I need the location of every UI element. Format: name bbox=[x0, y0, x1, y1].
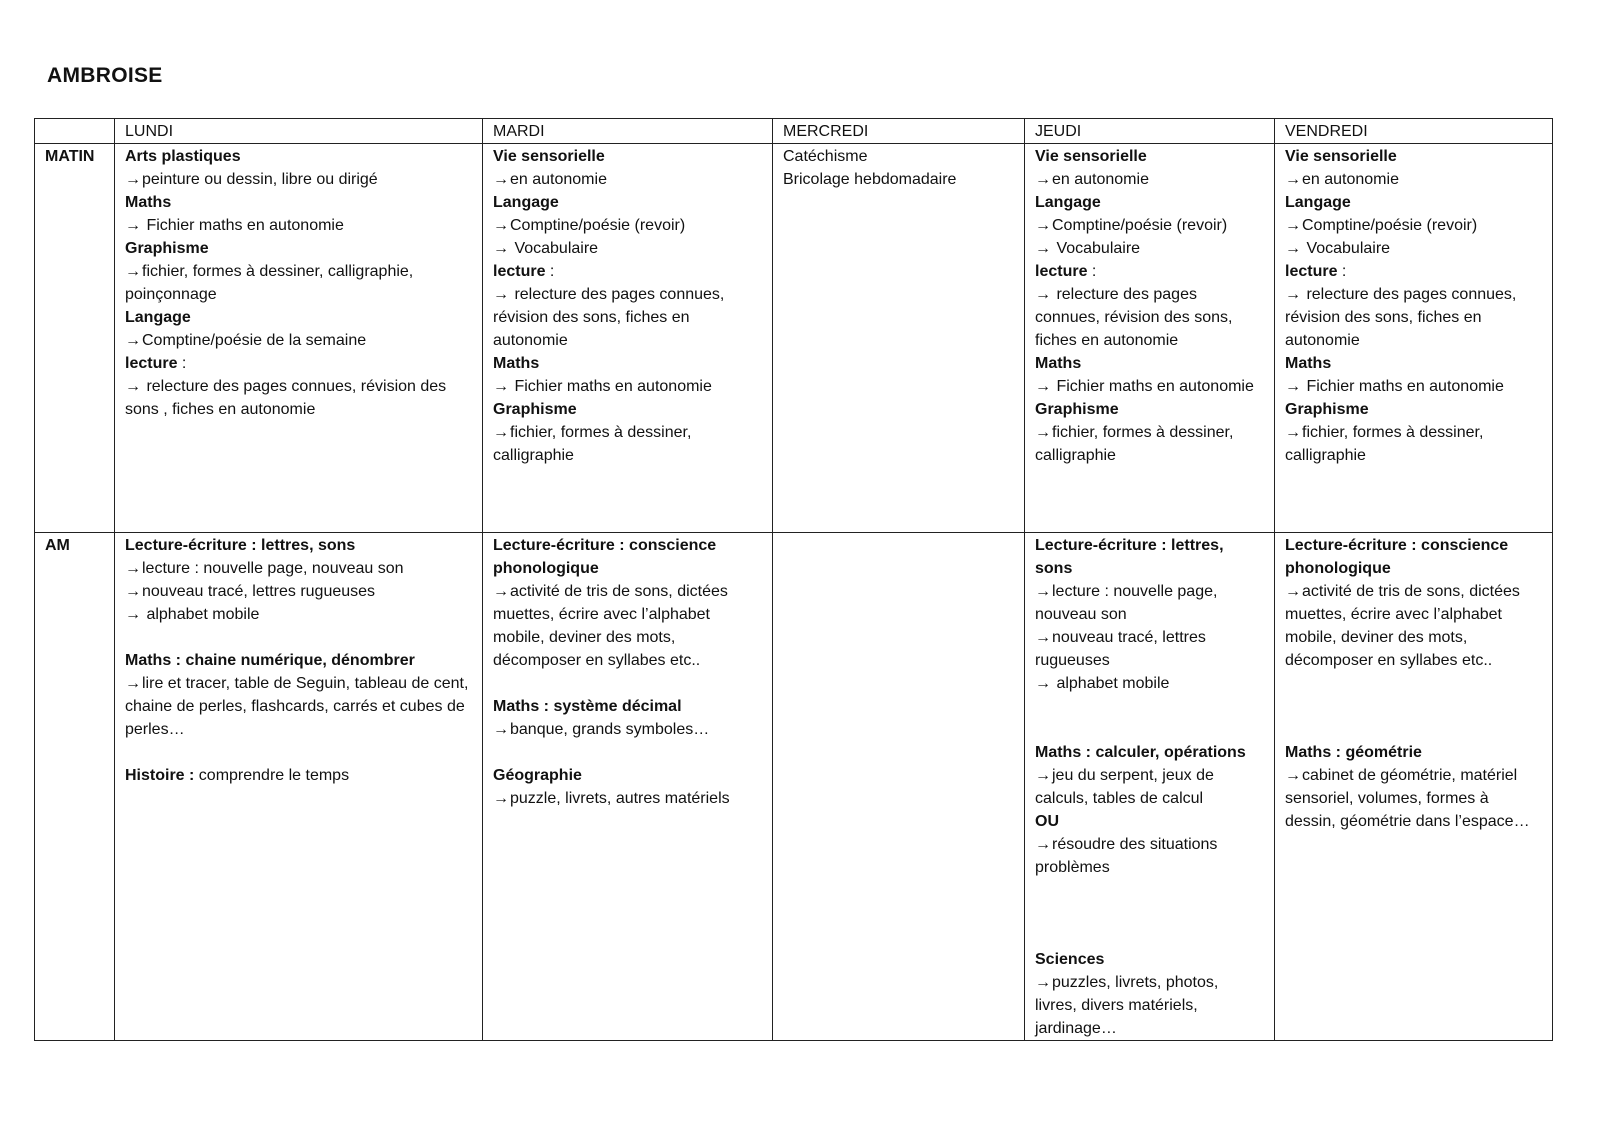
subject-heading: Vie sensorielle bbox=[1035, 148, 1147, 165]
activity-line: →fichier, formes à dessiner, calligraphie bbox=[1285, 421, 1542, 467]
arrow-icon: → bbox=[1285, 378, 1301, 395]
cell-am-lundi bbox=[115, 533, 483, 1041]
schedule-table bbox=[34, 118, 1553, 1041]
arrow-icon: → bbox=[493, 583, 509, 600]
arrow-icon: → bbox=[1035, 583, 1051, 600]
corner-cell bbox=[35, 119, 115, 144]
subject-heading: Langage bbox=[125, 309, 191, 326]
subject-heading-line: Histoire : comprendre le temps bbox=[125, 767, 350, 784]
activity-line: →jeu du serpent, jeux de calculs, tables de calcul bbox=[1035, 764, 1264, 810]
arrow-icon: → bbox=[125, 378, 141, 395]
activity-line: →en autonomie bbox=[493, 168, 762, 191]
activity-line: →activité de tris de sons, dictées muettes, écrire avec l’alphabet mobile, deviner des mots, décomposer en syllabes etc.. bbox=[1285, 580, 1542, 672]
arrow-icon: → bbox=[1035, 171, 1051, 188]
subject-heading-line: lecture : bbox=[493, 263, 555, 280]
cell-matin-vendredi bbox=[1275, 144, 1553, 533]
activity-line: → relecture des pages connues, révision des sons, fiches en autonomie bbox=[493, 283, 762, 352]
subject-heading: Lecture-écriture : conscience phonologique bbox=[1285, 537, 1509, 577]
activity-line: →Comptine/poésie (revoir) bbox=[493, 214, 762, 237]
arrow-icon: → bbox=[1285, 424, 1301, 441]
activity-line: →fichier, formes à dessiner, calligraphie bbox=[1035, 421, 1264, 467]
or-label: OU bbox=[1035, 813, 1059, 830]
arrow-icon: → bbox=[1285, 217, 1301, 234]
arrow-icon: → bbox=[1035, 675, 1051, 692]
activity-line: → alphabet mobile bbox=[125, 603, 472, 626]
arrow-icon: → bbox=[493, 240, 509, 257]
activity-line: →peinture ou dessin, libre ou dirigé bbox=[125, 168, 472, 191]
activity-line: →Comptine/poésie (revoir) bbox=[1035, 214, 1264, 237]
activity-line: → Fichier maths en autonomie bbox=[125, 214, 472, 237]
subject-heading: Langage bbox=[1285, 194, 1351, 211]
arrow-icon: → bbox=[493, 424, 509, 441]
arrow-icon: → bbox=[125, 263, 141, 280]
arrow-icon: → bbox=[1035, 378, 1051, 395]
subject-heading: Graphisme bbox=[493, 401, 577, 418]
day-header-lundi: LUNDI bbox=[115, 119, 483, 144]
arrow-icon: → bbox=[1035, 767, 1051, 784]
subject-heading: Maths bbox=[1035, 355, 1082, 372]
arrow-icon: → bbox=[1035, 217, 1051, 234]
arrow-icon: → bbox=[493, 217, 509, 234]
subject-heading: Sciences bbox=[1035, 951, 1105, 968]
subject-heading: Vie sensorielle bbox=[493, 148, 605, 165]
activity-line: → Vocabulaire bbox=[493, 237, 762, 260]
cell-am-vendredi bbox=[1275, 533, 1553, 1041]
activity-line: →Comptine/poésie de la semaine bbox=[125, 329, 472, 352]
arrow-icon: → bbox=[1035, 836, 1051, 853]
activity-line: → Fichier maths en autonomie bbox=[1285, 375, 1542, 398]
subject-heading: Maths bbox=[125, 194, 172, 211]
activity-line: →fichier, formes à dessiner, calligraphie bbox=[493, 421, 762, 467]
arrow-icon: → bbox=[125, 332, 141, 349]
arrow-icon: → bbox=[125, 606, 141, 623]
cell-am-jeudi bbox=[1025, 533, 1275, 1041]
subject-heading: Maths bbox=[493, 355, 540, 372]
subject-heading: Lecture-écriture : lettres, sons bbox=[1035, 537, 1224, 577]
activity-line: →lecture : nouvelle page, nouveau son bbox=[125, 557, 472, 580]
activity-line: → relecture des pages connues, révision des sons, fiches en autonomie bbox=[1285, 283, 1542, 352]
row-label-matin: MATIN bbox=[35, 144, 115, 533]
day-header-vendredi: VENDREDI bbox=[1275, 119, 1553, 144]
subject-heading: Géographie bbox=[493, 767, 582, 784]
activity-text: Catéchisme bbox=[783, 148, 868, 165]
subject-heading: Vie sensorielle bbox=[1285, 148, 1397, 165]
activity-line: →nouveau tracé, lettres rugueuses bbox=[125, 580, 472, 603]
arrow-icon: → bbox=[125, 560, 141, 577]
activity-line: → alphabet mobile bbox=[1035, 672, 1264, 695]
arrow-icon: → bbox=[1035, 974, 1051, 991]
subject-heading: Graphisme bbox=[125, 240, 209, 257]
activity-line: →banque, grands symboles… bbox=[493, 718, 762, 741]
subject-heading: Maths : calculer, opérations bbox=[1035, 744, 1246, 761]
subject-heading: Lecture-écriture : conscience phonologique bbox=[493, 537, 717, 577]
cell-matin-mardi bbox=[483, 144, 773, 533]
arrow-icon: → bbox=[1285, 240, 1301, 257]
arrow-icon: → bbox=[125, 171, 141, 188]
arrow-icon: → bbox=[125, 217, 141, 234]
activity-line: →lire et tracer, table de Seguin, tableau de cent, chaine de perles, flashcards, carrés et cubes de perles… bbox=[125, 672, 472, 741]
subject-heading-line: lecture : bbox=[125, 355, 187, 372]
activity-line: →nouveau tracé, lettres rugueuses bbox=[1035, 626, 1264, 672]
row-label-am: AM bbox=[35, 533, 115, 1041]
arrow-icon: → bbox=[493, 378, 509, 395]
activity-line: →lecture : nouvelle page, nouveau son bbox=[1035, 580, 1264, 626]
subject-heading: Graphisme bbox=[1035, 401, 1119, 418]
arrow-icon: → bbox=[125, 583, 141, 600]
subject-heading: Maths : géométrie bbox=[1285, 744, 1422, 761]
activity-line: →en autonomie bbox=[1285, 168, 1542, 191]
subject-heading-line: lecture : bbox=[1035, 263, 1097, 280]
activity-line: → relecture des pages connues, révision des sons, fiches en autonomie bbox=[1035, 283, 1264, 352]
cell-matin-jeudi bbox=[1025, 144, 1275, 533]
header-row bbox=[35, 119, 1553, 144]
activity-line: → Vocabulaire bbox=[1035, 237, 1264, 260]
arrow-icon: → bbox=[493, 171, 509, 188]
activity-line: →puzzle, livrets, autres matériels bbox=[493, 787, 762, 810]
arrow-icon: → bbox=[1285, 286, 1301, 303]
activity-line: → relecture des pages connues, révision des sons , fiches en autonomie bbox=[125, 375, 472, 421]
arrow-icon: → bbox=[1035, 629, 1051, 646]
subject-heading: Langage bbox=[1035, 194, 1101, 211]
cell-matin-lundi bbox=[115, 144, 483, 533]
cell-matin-mercredi bbox=[773, 144, 1025, 533]
day-header-mardi: MARDI bbox=[483, 119, 773, 144]
activity-line: →cabinet de géométrie, matériel sensoriel, volumes, formes à dessin, géométrie dans l’espace… bbox=[1285, 764, 1542, 833]
activity-line: →puzzles, livrets, photos, livres, divers matériels, jardinage… bbox=[1035, 971, 1264, 1040]
day-header-mercredi: MERCREDI bbox=[773, 119, 1025, 144]
arrow-icon: → bbox=[125, 675, 141, 692]
activity-line: →en autonomie bbox=[1035, 168, 1264, 191]
subject-heading: Arts plastiques bbox=[125, 148, 241, 165]
arrow-icon: → bbox=[1035, 240, 1051, 257]
activity-line: →résoudre des situations problèmes bbox=[1035, 833, 1264, 879]
subject-heading: Langage bbox=[493, 194, 559, 211]
subject-heading: Maths : système décimal bbox=[493, 698, 682, 715]
arrow-icon: → bbox=[1035, 286, 1051, 303]
arrow-icon: → bbox=[493, 286, 509, 303]
subject-heading: Graphisme bbox=[1285, 401, 1369, 418]
page-title: AMBROISE bbox=[47, 64, 163, 87]
activity-line: →activité de tris de sons, dictées muettes, écrire avec l’alphabet mobile, deviner des mots, décomposer en syllabes etc.. bbox=[493, 580, 762, 672]
activity-line: → Fichier maths en autonomie bbox=[493, 375, 762, 398]
subject-heading-line: lecture : bbox=[1285, 263, 1347, 280]
activity-text: Bricolage hebdomadaire bbox=[783, 171, 957, 188]
activity-line: →Comptine/poésie (revoir) bbox=[1285, 214, 1542, 237]
arrow-icon: → bbox=[1285, 583, 1301, 600]
cell-am-mercredi bbox=[773, 533, 1025, 1041]
cell-am-mardi bbox=[483, 533, 773, 1041]
arrow-icon: → bbox=[1285, 767, 1301, 784]
subject-heading: Maths bbox=[1285, 355, 1332, 372]
arrow-icon: → bbox=[1035, 424, 1051, 441]
am-row bbox=[35, 533, 1553, 1041]
matin-row bbox=[35, 144, 1553, 533]
activity-line: →fichier, formes à dessiner, calligraphie, poinçonnage bbox=[125, 260, 472, 306]
subject-heading: Lecture-écriture : lettres, sons bbox=[125, 537, 356, 554]
day-header-jeudi: JEUDI bbox=[1025, 119, 1275, 144]
activity-line: → Vocabulaire bbox=[1285, 237, 1542, 260]
arrow-icon: → bbox=[493, 790, 509, 807]
activity-line: → Fichier maths en autonomie bbox=[1035, 375, 1264, 398]
arrow-icon: → bbox=[493, 721, 509, 738]
subject-heading: Maths : chaine numérique, dénombrer bbox=[125, 652, 415, 669]
arrow-icon: → bbox=[1285, 171, 1301, 188]
